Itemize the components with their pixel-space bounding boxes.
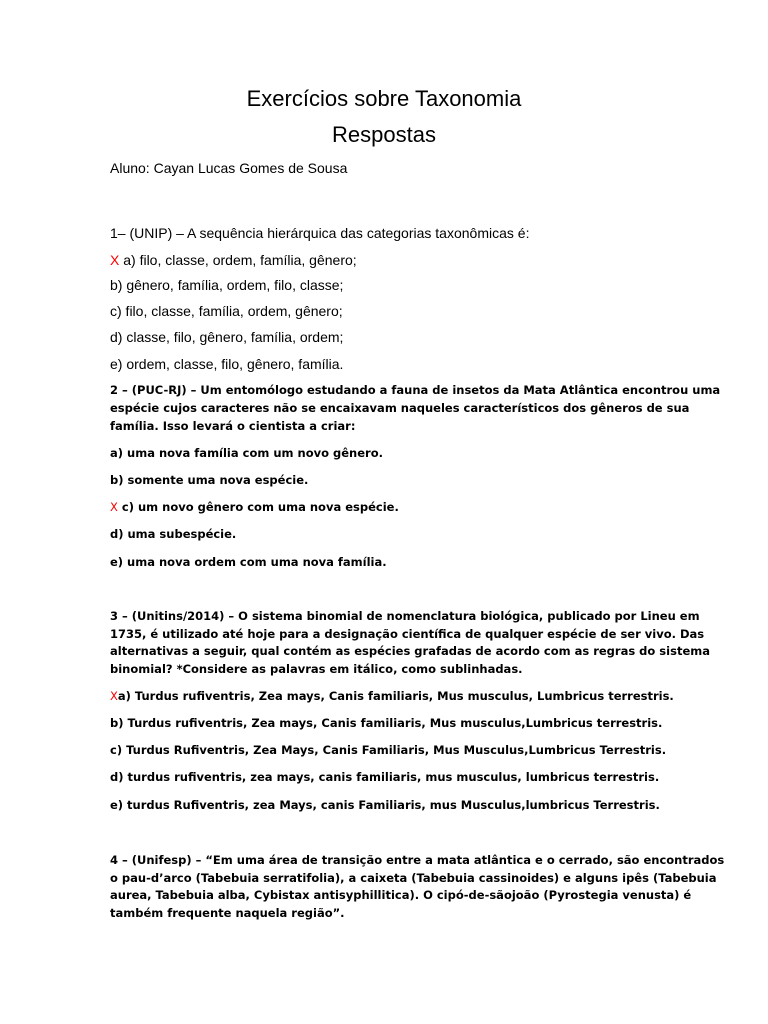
q1-question: 1– (UNIP) – A sequência hierárquica das categorias taxonômicas é: (110, 225, 530, 241)
q3-option-c: c) Turdus Rufiventris, Zea Mays, Canis Familiaris, Mus Musculus,Lumbricus Terrestris. (110, 743, 667, 757)
q4-question-line-2: o pau-d’arco (Tabebuia serratifolia), a caixeta (Tabebuia cassinoides) e alguns ipês (Tabebuia (110, 871, 717, 885)
q3-question-line-1: 3 – (Unitins/2014) – O sistema binomial de nomenclatura biológica, publicado por Lineu em (110, 609, 700, 623)
q3-option-e: e) turdus Rufiventris, zea Mays, canis Familiaris, mus Musculus,lumbricus Terrestris. (110, 798, 660, 812)
page-title: Exercícios sobre Taxonomia (246, 86, 522, 111)
q3-option-d: d) turdus rufiventris, zea mays, canis familiaris, mus musculus, lumbricus terrestris. (110, 770, 660, 784)
answer-mark: X (110, 689, 118, 703)
q1-option-e: e) ordem, classe, filo, gênero, família. (110, 356, 344, 372)
q2-option-c (110, 499, 399, 516)
q2-question-line-1: 2 – (PUC-RJ) – Um entomólogo estudando a fauna de insetos da Mata Atlântica encontrou uma (110, 383, 721, 397)
q1-option-d: d) classe, filo, gênero, família, ordem; (110, 329, 344, 345)
q4-question-line-4: também frequente naquela região”. (110, 906, 345, 920)
option-text: a) filo, classe, ordem, família, gênero; (119, 252, 357, 268)
q4-question-line-1: 4 – (Unifesp) – “Em uma área de transição entre a mata atlântica e o cerrado, são encontrados (110, 853, 725, 867)
page-subtitle: Respostas (332, 122, 436, 147)
q3-option-a (110, 688, 674, 705)
option-text: c) um novo gênero com uma nova espécie. (117, 500, 399, 514)
q2-option-b: b) somente uma nova espécie. (110, 473, 309, 487)
q1-option-b: b) gênero, família, ordem, filo, classe; (110, 277, 344, 293)
q3-question-line-2: 1735, é utilizado até hoje para a designação científica de qualquer espécie de ser vivo. Das (110, 627, 705, 641)
q2-question-line-2: espécie cujos caracteres não se encaixavam naqueles característicos dos gêneros de sua (110, 401, 690, 415)
q3-question-line-4: binomial? *Considere as palavras em itálico, como sublinhadas. (110, 662, 523, 676)
q2-question-line-3: família. Isso levará o cientista a criar: (110, 419, 356, 433)
q3-option-b: b) Turdus rufiventris, Zea mays, Canis familiaris, Mus musculus,Lumbricus terrestris. (110, 716, 663, 730)
q3-question-line-3: alternativas a seguir, qual contém as espécies grafadas de acordo com as regras do sistema (110, 644, 710, 658)
q1-option-c: c) filo, classe, família, ordem, gênero; (110, 303, 343, 319)
q2-option-d: d) uma subespécie. (110, 527, 237, 541)
answer-mark: X (110, 252, 120, 268)
q2-option-a: a) uma nova família com um novo gênero. (110, 446, 383, 460)
q2-option-e: e) uma nova ordem com uma nova família. (110, 555, 387, 569)
student-name: Aluno: Cayan Lucas Gomes de Sousa (110, 160, 348, 176)
option-text: a) Turdus rufiventris, Zea mays, Canis familiaris, Mus musculus, Lumbricus terrestris. (117, 689, 674, 703)
q1-option-a (110, 251, 357, 269)
answer-mark: X (110, 500, 118, 514)
q4-question-line-3: aurea, Tabebuia alba, Cybistax antisyphillitica). O cipó-de-sãojoão (Pyrostegia venusta) é (110, 888, 692, 902)
